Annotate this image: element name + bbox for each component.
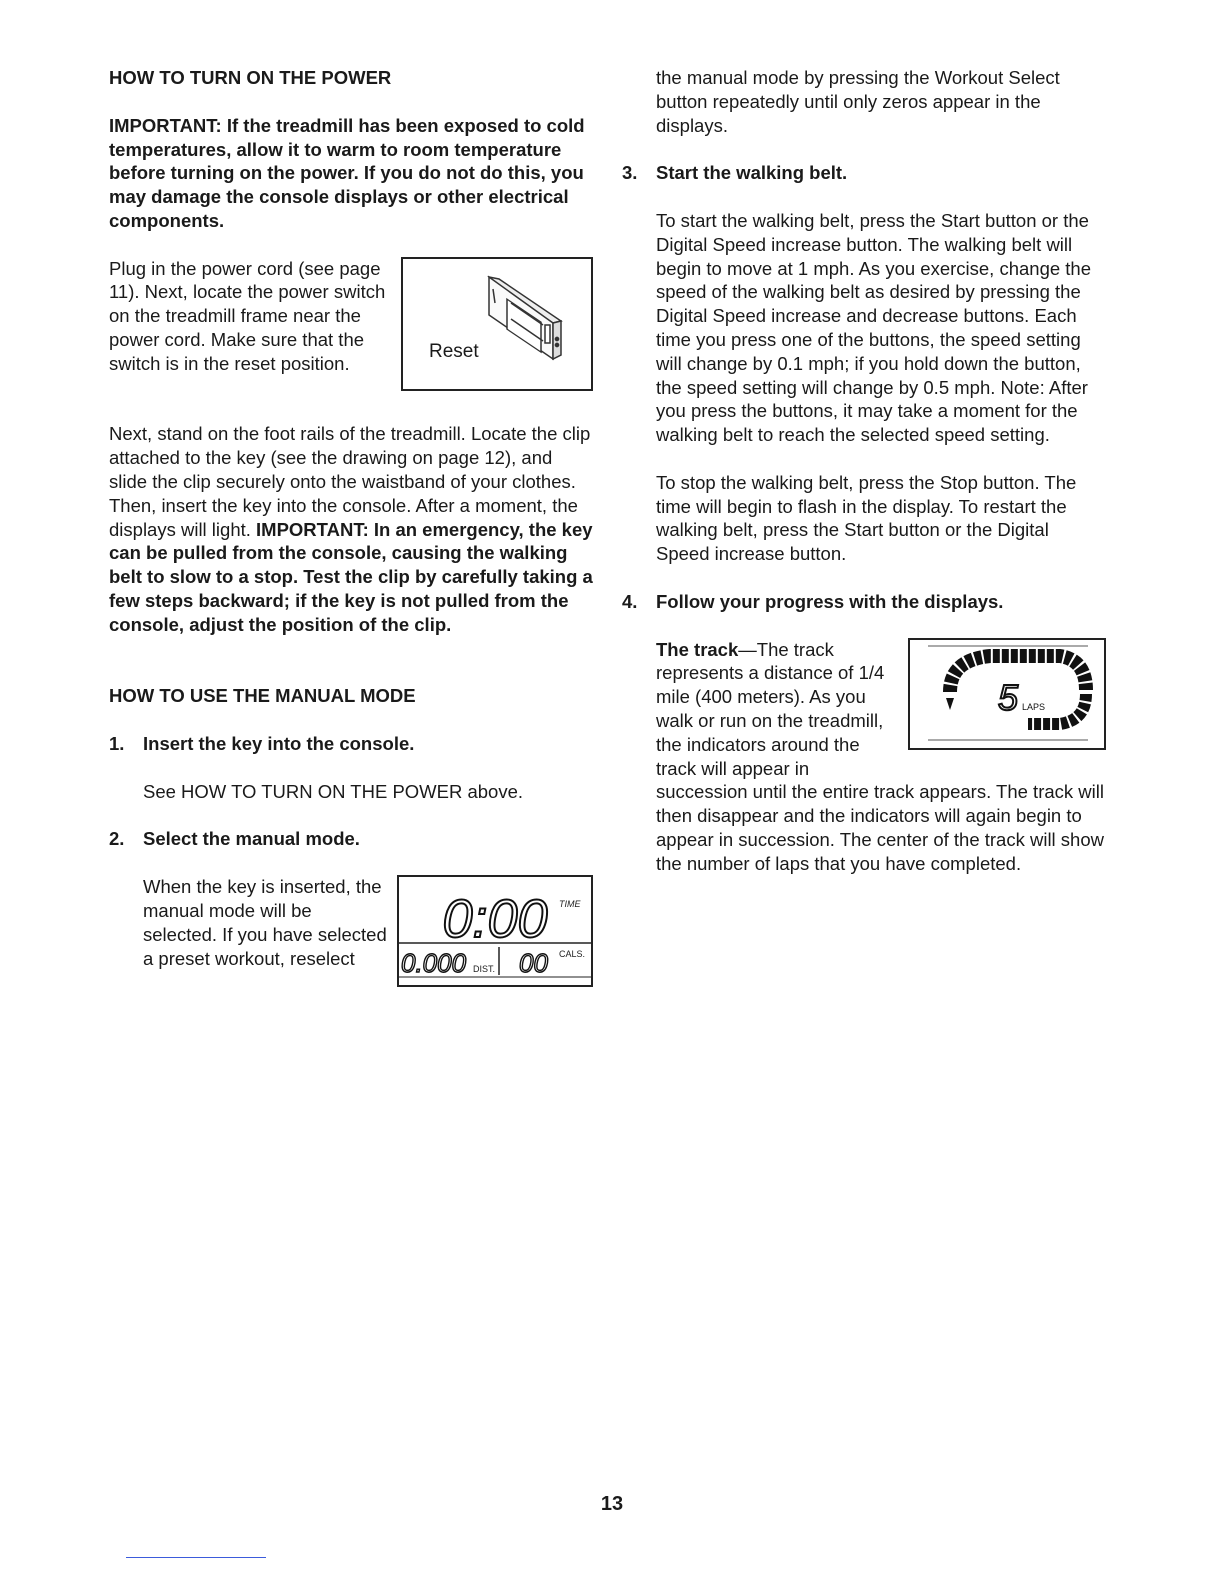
track-laps-label: LAPS bbox=[1022, 701, 1046, 712]
lcd-time-label: TIME bbox=[559, 899, 581, 910]
lcd-cals-label: CALS. bbox=[559, 949, 586, 960]
step-2-number: 2. bbox=[109, 828, 125, 850]
reset-switch-figure bbox=[401, 257, 593, 391]
step-3-heading bbox=[622, 161, 1106, 185]
reset-label: Reset bbox=[429, 340, 479, 362]
stop-text: To stop the walking belt, press the Stop button. The time will begin to flash in the display. To restart the walking belt, press the Start button or the Digital Speed increase button. bbox=[656, 471, 1077, 565]
power-switch-icon bbox=[403, 259, 591, 389]
step-2-heading bbox=[109, 827, 593, 851]
important-warning: IMPORTANT: If the treadmill has been exposed to cold temperatures, allow it to warm to room temperature before turning on the power. If you do not do this, you may damage the console displays or other electrical components. bbox=[109, 114, 585, 231]
step-1-title: Insert the key into the console. bbox=[143, 732, 415, 754]
step-3-title: Start the walking belt. bbox=[656, 162, 848, 184]
right-column bbox=[622, 66, 1106, 876]
power-heading: HOW TO TURN ON THE POWER bbox=[109, 67, 392, 88]
step-4-heading bbox=[622, 590, 1106, 614]
key-text: Next, stand on the foot rails of the treadmill. Locate the clip attached to the key (see the drawing on page 12), and slide the clip securely onto the waistband of your clothes. Then, insert the key into the console. After a moment, the displays will light. bbox=[109, 423, 591, 540]
plug-in-text: Plug in the power cord (see page 11). Next, locate the power switch on the treadmill frame near the power cord. Make sure that the switch is in the reset position. bbox=[109, 257, 386, 374]
lcd-dist-value: 0.000 bbox=[401, 948, 467, 979]
step-1-heading bbox=[109, 732, 593, 756]
step-2-title: Select the manual mode. bbox=[143, 828, 360, 850]
key-instructions bbox=[109, 422, 593, 636]
track-term: The track bbox=[656, 638, 739, 660]
step-4-number: 4. bbox=[622, 590, 638, 612]
step-3-text: To start the walking belt, press the Start button or the Digital Speed increase button. The walking belt will begin to move at 1 mph. As you exercise, change the speed of the walking belt as desired by pressing the Digital Speed increase and decrease buttons. Each time you press one of the buttons, the speed setting will change by 0.1 mph; if you hold down the button, the speed setting will change by 0.5 mph. Note: After you press the buttons, it may take a moment for the walking belt to reach the selected speed setting. bbox=[656, 209, 1092, 446]
step-4-body bbox=[622, 638, 1106, 876]
step-4-title: Follow your progress with the displays. bbox=[656, 590, 1004, 612]
page-number: 13 bbox=[600, 1493, 624, 1515]
step-2-body bbox=[109, 875, 593, 979]
track-display-figure bbox=[908, 638, 1106, 750]
lcd-cals-value: 00 bbox=[519, 948, 548, 979]
step-1-text: See HOW TO TURN ON THE POWER above. bbox=[143, 780, 524, 802]
manual-mode-heading: HOW TO USE THE MANUAL MODE bbox=[109, 685, 416, 707]
key-important: IMPORTANT: In an emergency, the key can be pulled from the console, causing the walking belt to slow to a stop. Test the clip by carefully taking a few steps backward; if the key is not pulled from the console, adjust the position of the clip. bbox=[109, 518, 593, 635]
step-1-number: 1. bbox=[109, 732, 125, 754]
step-2-text-a: When the key is inserted, the manual mode will be selected. If you have selected a preset workout, reselect bbox=[143, 876, 387, 969]
lcd-display-icon bbox=[399, 877, 591, 985]
left-column bbox=[109, 66, 593, 995]
track-laps-value: 5 bbox=[998, 676, 1019, 718]
step-3-number: 3. bbox=[622, 162, 638, 184]
lcd-dist-label: DIST. bbox=[473, 964, 496, 975]
track-display-icon bbox=[910, 640, 1104, 748]
track-text: —The track represents a distance of 1/4 mile (400 meters). As you walk or run on the treadmill, the indicators around the track will appear in succession until the entire track appears. The track will then disappear and the indicators will again begin to appear in succession. The center of the track will show the number of laps that you have completed. bbox=[656, 638, 1104, 874]
lcd-time-value: 0:00 bbox=[442, 889, 548, 950]
footer-line bbox=[126, 1557, 266, 1558]
lcd-display-figure bbox=[397, 875, 593, 987]
step-2-text-b: the manual mode by pressing the Workout Select button repeatedly until only zeros appear in the displays. bbox=[656, 67, 1060, 136]
